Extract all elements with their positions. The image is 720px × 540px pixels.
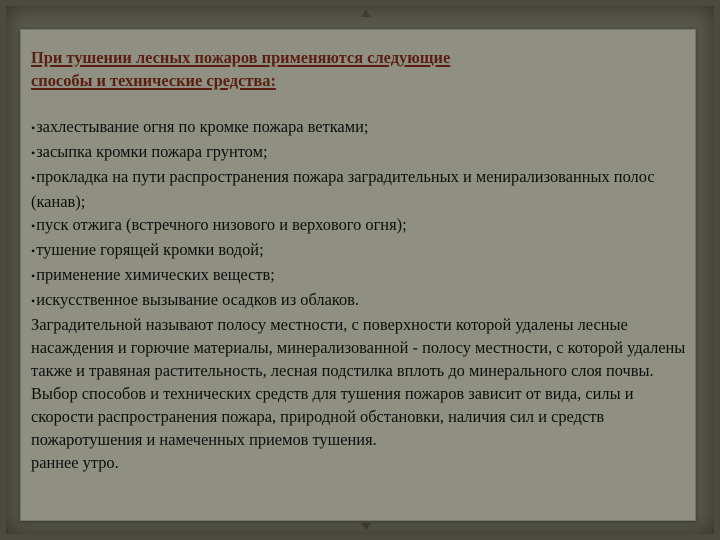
title-line-1: При тушении лесных пожаров применяются следующие xyxy=(31,48,451,67)
list-item xyxy=(31,115,687,140)
top-marker-icon xyxy=(361,10,371,17)
list-item xyxy=(31,263,687,288)
bullet-icon: • xyxy=(31,269,36,283)
bullet-icon: • xyxy=(31,121,36,135)
slide-title xyxy=(31,46,687,92)
content-panel xyxy=(20,29,696,521)
list-item-text: применение химических веществ; xyxy=(36,265,275,284)
bullet-icon: • xyxy=(31,146,36,160)
trailing-paragraph: раннее утро. xyxy=(31,453,119,472)
list-item-text: искусственное вызывание осадков из облаков. xyxy=(36,290,360,309)
list-item-text: захлестывание огня по кромке пожара ветками; xyxy=(36,117,369,136)
bullet-icon: • xyxy=(31,171,36,185)
spacer xyxy=(31,92,687,115)
list-item-text: пуск отжига (встречного низового и верхового огня); xyxy=(36,215,407,234)
list-item xyxy=(31,140,687,165)
list-item-text: прокладка на пути распространения пожара заградительных и менирализованных полос (канав); xyxy=(31,167,655,211)
list-item xyxy=(31,213,687,238)
definition-paragraph: Заградительной называют полосу местности, с поверхности которой удалены лесные насаждения и горючие материалы, минерализованной - полосу местности, с которой удалены также и травяная растительность, лесная подстилка вплоть до минерального слоя почвы. xyxy=(31,315,686,380)
list-item xyxy=(31,165,687,213)
selection-paragraph: Выбор способов и технических средств для тушения пожаров зависит от вида, силы и скорости распространения пожара, природной обстановки, наличия сил и средств пожаротушения и намеченных приемов тушения. xyxy=(31,384,634,449)
list-item xyxy=(31,238,687,263)
title-line-2: способы и технические средства: xyxy=(31,71,276,90)
bullet-icon: • xyxy=(31,219,36,233)
methods-list xyxy=(31,115,687,313)
bullet-icon: • xyxy=(31,244,36,258)
bottom-marker-icon xyxy=(361,523,371,530)
text-area xyxy=(31,46,687,474)
list-item-text: засыпка кромки пожара грунтом; xyxy=(36,142,268,161)
list-item xyxy=(31,288,687,313)
bullet-icon: • xyxy=(31,294,36,308)
list-item-text: тушение горящей кромки водой; xyxy=(36,240,264,259)
